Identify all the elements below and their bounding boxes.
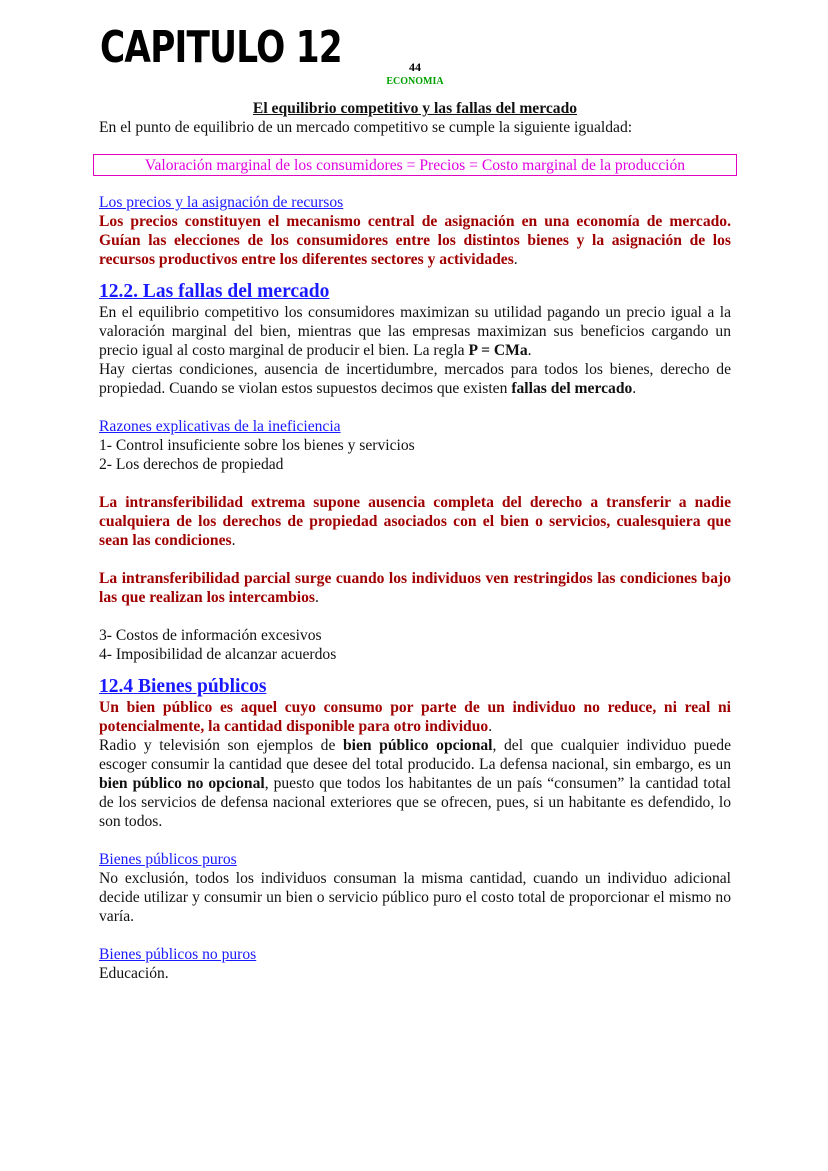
list-item: 1- Control insuficiente sobre los bienes y servicios (99, 437, 415, 454)
impure-goods-paragraph: Educación. (99, 965, 169, 982)
subject-label: ECONOMIA (386, 76, 444, 87)
public-good-paragraph: Radio y televisión son ejemplos de bien público opcional, del que cualquier individuo puede escoger consumir la cantidad que desee del total producido. La defensa nacional, sin embargo, es un bien público no opcional, puesto que todos los habitantes de un país “consumen” la cantidad total de los servicios de defensa nacional exteriores que se ofrecen, pues, si un habitante es defendido, lo son todos. (99, 737, 731, 830)
section-122-paragraph-1: En el equilibrio competitivo los consumidores maximizan su utilidad pagando un precio igual a la valoración marginal del bien, mientras que las empresas maximizan sus beneficios cargando un precio igual al costo marginal de producir el bien. La regla P = CMa. (99, 304, 731, 359)
equation-box: Valoración marginal de los consumidores = Precios = Costo marginal de la producción (93, 154, 737, 176)
chapter-title: CAPITULO 12 (100, 22, 342, 73)
extreme-paragraph: La intransferibilidad extrema supone ausencia completa del derecho a transferir a nadie cualquiera de los derechos de propiedad asociados con el bien o servicios, cualesquiera que sean las condiciones. (99, 494, 731, 549)
page-number: 44 (409, 60, 421, 74)
prices-text: Los precios constituyen el mecanismo central de asignación en una economía de mercado. Guían las elecciones de los consumidores entre los distintos bienes y la asignación de los recursos productivos entre los diferentes sectores y actividades (99, 213, 731, 268)
reasons-heading[interactable]: Razones explicativas de la ineficiencia (99, 418, 341, 435)
impure-goods-heading[interactable]: Bienes públicos no puros (99, 946, 257, 963)
list-item: 3- Costos de información excesivos (99, 627, 322, 644)
pure-goods-heading[interactable]: Bienes públicos puros (99, 851, 237, 868)
document-body (99, 99, 731, 983)
pure-goods-paragraph: No exclusión, todos los individuos consuman la misma cantidad, cuando un individuo adicional decide utilizar y consumir un bien o servicio público puro el costo total de proporcionar el mismo no varía. (99, 870, 731, 925)
page-title: El equilibrio competitivo y las fallas del mercado (252, 100, 578, 117)
intro-paragraph: En el punto de equilibrio de un mercado competitivo se cumple la siguiente igualdad: (99, 119, 633, 136)
list-item: 4- Imposibilidad de alcanzar acuerdos (99, 646, 337, 663)
section-124-heading[interactable]: 12.4 Bienes públicos (99, 676, 267, 697)
prices-heading[interactable]: Los precios y la asignación de recursos (99, 194, 344, 211)
prices-paragraph: Los precios constituyen el mecanismo central de asignación en una economía de mercado. Guían las elecciones de los consumidores entre los distintos bienes y la asignación de los recursos productivos entre los diferentes sectores y actividades. (99, 213, 731, 268)
section-122-paragraph-2: Hay ciertas condiciones, ausencia de incertidumbre, mercados para todos los bienes, derecho de propiedad. Cuando se violan estos supuestos decimos que existen fallas del mercado. (99, 361, 731, 397)
list-item: 2- Los derechos de propiedad (99, 456, 284, 473)
partial-paragraph: La intransferibilidad parcial surge cuando los individuos ven restringidos las condiciones bajo las que realizan los intercambios. (99, 570, 731, 606)
public-good-definition: Un bien público es aquel cuyo consumo por parte de un individuo no reduce, ni real ni potencialmente, la cantidad disponible para otro individuo. (99, 699, 731, 735)
section-122-heading[interactable]: 12.2. Las fallas del mercado (99, 281, 330, 302)
